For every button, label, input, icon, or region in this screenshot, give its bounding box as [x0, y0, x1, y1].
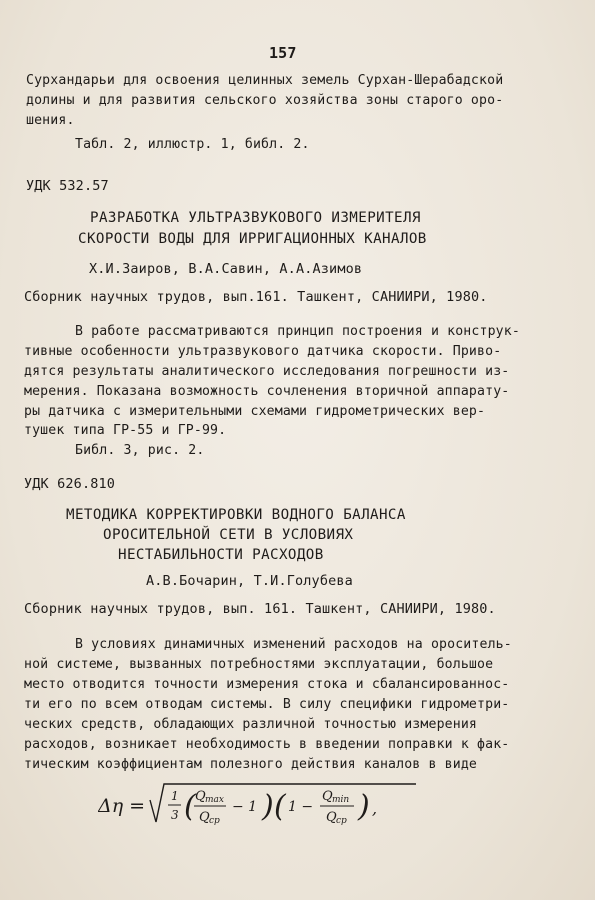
- close-paren: ): [262, 789, 274, 824]
- abstract-line: ти его по всем отводам системы. В силу специфики гидрометри-: [24, 697, 510, 712]
- formula-three: 3: [171, 808, 179, 822]
- abstract-line: ной системе, вызванных потребностями эксплуатации, большое: [24, 657, 494, 672]
- article-title-line: МЕТОДИКА КОРРЕКТИРОВКИ ВОДНОГО БАЛАНСА: [66, 507, 406, 523]
- article-source: Сборник научных трудов, вып.161. Ташкент, САНИИРИ, 1980.: [24, 289, 488, 305]
- close-paren: ): [358, 789, 370, 824]
- prev-text-line: шения.: [26, 113, 75, 128]
- page-number: 157: [269, 44, 297, 62]
- abstract-line: В работе рассматриваются принцип построения и конструк-: [75, 324, 520, 339]
- open-paren: (: [184, 789, 196, 824]
- abstract-line: ры датчика с измерительными схемами гидрометрических вер-: [24, 404, 486, 419]
- article-title-line: РАЗРАБОТКА УЛЬТРАЗВУКОВОГО ИЗМЕРИТЕЛЯ: [90, 210, 421, 226]
- abstract-line: ческих средств, обладающих различной точностью измерения: [24, 717, 478, 732]
- q-min-sub: min: [332, 795, 350, 805]
- formula-one: 1: [171, 789, 179, 803]
- article-title-line: НЕСТАБИЛЬНОСТИ РАСХОДОВ: [118, 547, 324, 563]
- article-meta: Библ. 3, рис. 2.: [75, 443, 205, 458]
- abstract-line: место отводится точности измерения стока и сбалансированнос-: [24, 677, 510, 692]
- q-cp-sub: ср: [209, 816, 220, 826]
- q-min: Q: [322, 789, 333, 804]
- minus-one: − 1: [232, 799, 258, 815]
- udk-code: УДК 626.810: [24, 476, 116, 492]
- abstract-line: мерения. Показана возможность сочленения вторичной аппарату-: [24, 384, 510, 399]
- abstract-line: тушек типа ГР-55 и ГР-99.: [24, 423, 227, 438]
- correction-formula: [98, 778, 438, 838]
- formula-tail: ,: [372, 799, 378, 818]
- one-minus: 1 −: [288, 799, 314, 815]
- prev-text-line: долины и для развития сельского хозяйства зоны старого оро-: [26, 93, 504, 108]
- q-cp: Q: [326, 810, 337, 825]
- abstract-line: В условиях динамичных изменений расходов на ороситель-: [75, 637, 512, 652]
- article-source: Сборник научных трудов, вып. 161. Ташкент, САНИИРИ, 1980.: [24, 601, 496, 617]
- q-cp-sub: ср: [336, 816, 347, 826]
- q-max: Q: [195, 789, 206, 804]
- open-paren: (: [274, 789, 286, 824]
- article-authors: Х.И.Заиров, В.А.Савин, А.А.Азимов: [89, 261, 363, 277]
- prev-text-line: Сурхандарьи для освоения целинных земель Сурхан-Шерабадской: [26, 73, 504, 88]
- article-authors: А.В.Бочарин, Т.И.Голубева: [146, 573, 353, 589]
- article-title-line: СКОРОСТИ ВОДЫ ДЛЯ ИРРИГАЦИОННЫХ КАНАЛОВ: [78, 231, 427, 247]
- udk-code: УДК 532.57: [26, 178, 109, 194]
- abstract-line: тическим коэффициентам полезного действия каналов в виде: [24, 757, 478, 772]
- abstract-line: дятся результаты аналитического исследования погрешности из-: [24, 364, 510, 379]
- formula-lhs: Δη =: [98, 795, 146, 817]
- article-title-line: ОРОСИТЕЛЬНОЙ СЕТИ В УСЛОВИЯХ: [103, 527, 354, 543]
- q-max-sub: max: [205, 795, 224, 805]
- prev-meta: Табл. 2, иллюстр. 1, библ. 2.: [75, 137, 310, 152]
- q-cp: Q: [199, 810, 210, 825]
- abstract-line: расходов, возникает необходимость в введении поправки к фак-: [24, 737, 510, 752]
- abstract-line: тивные особенности ультразвукового датчика скорости. Приво-: [24, 344, 502, 359]
